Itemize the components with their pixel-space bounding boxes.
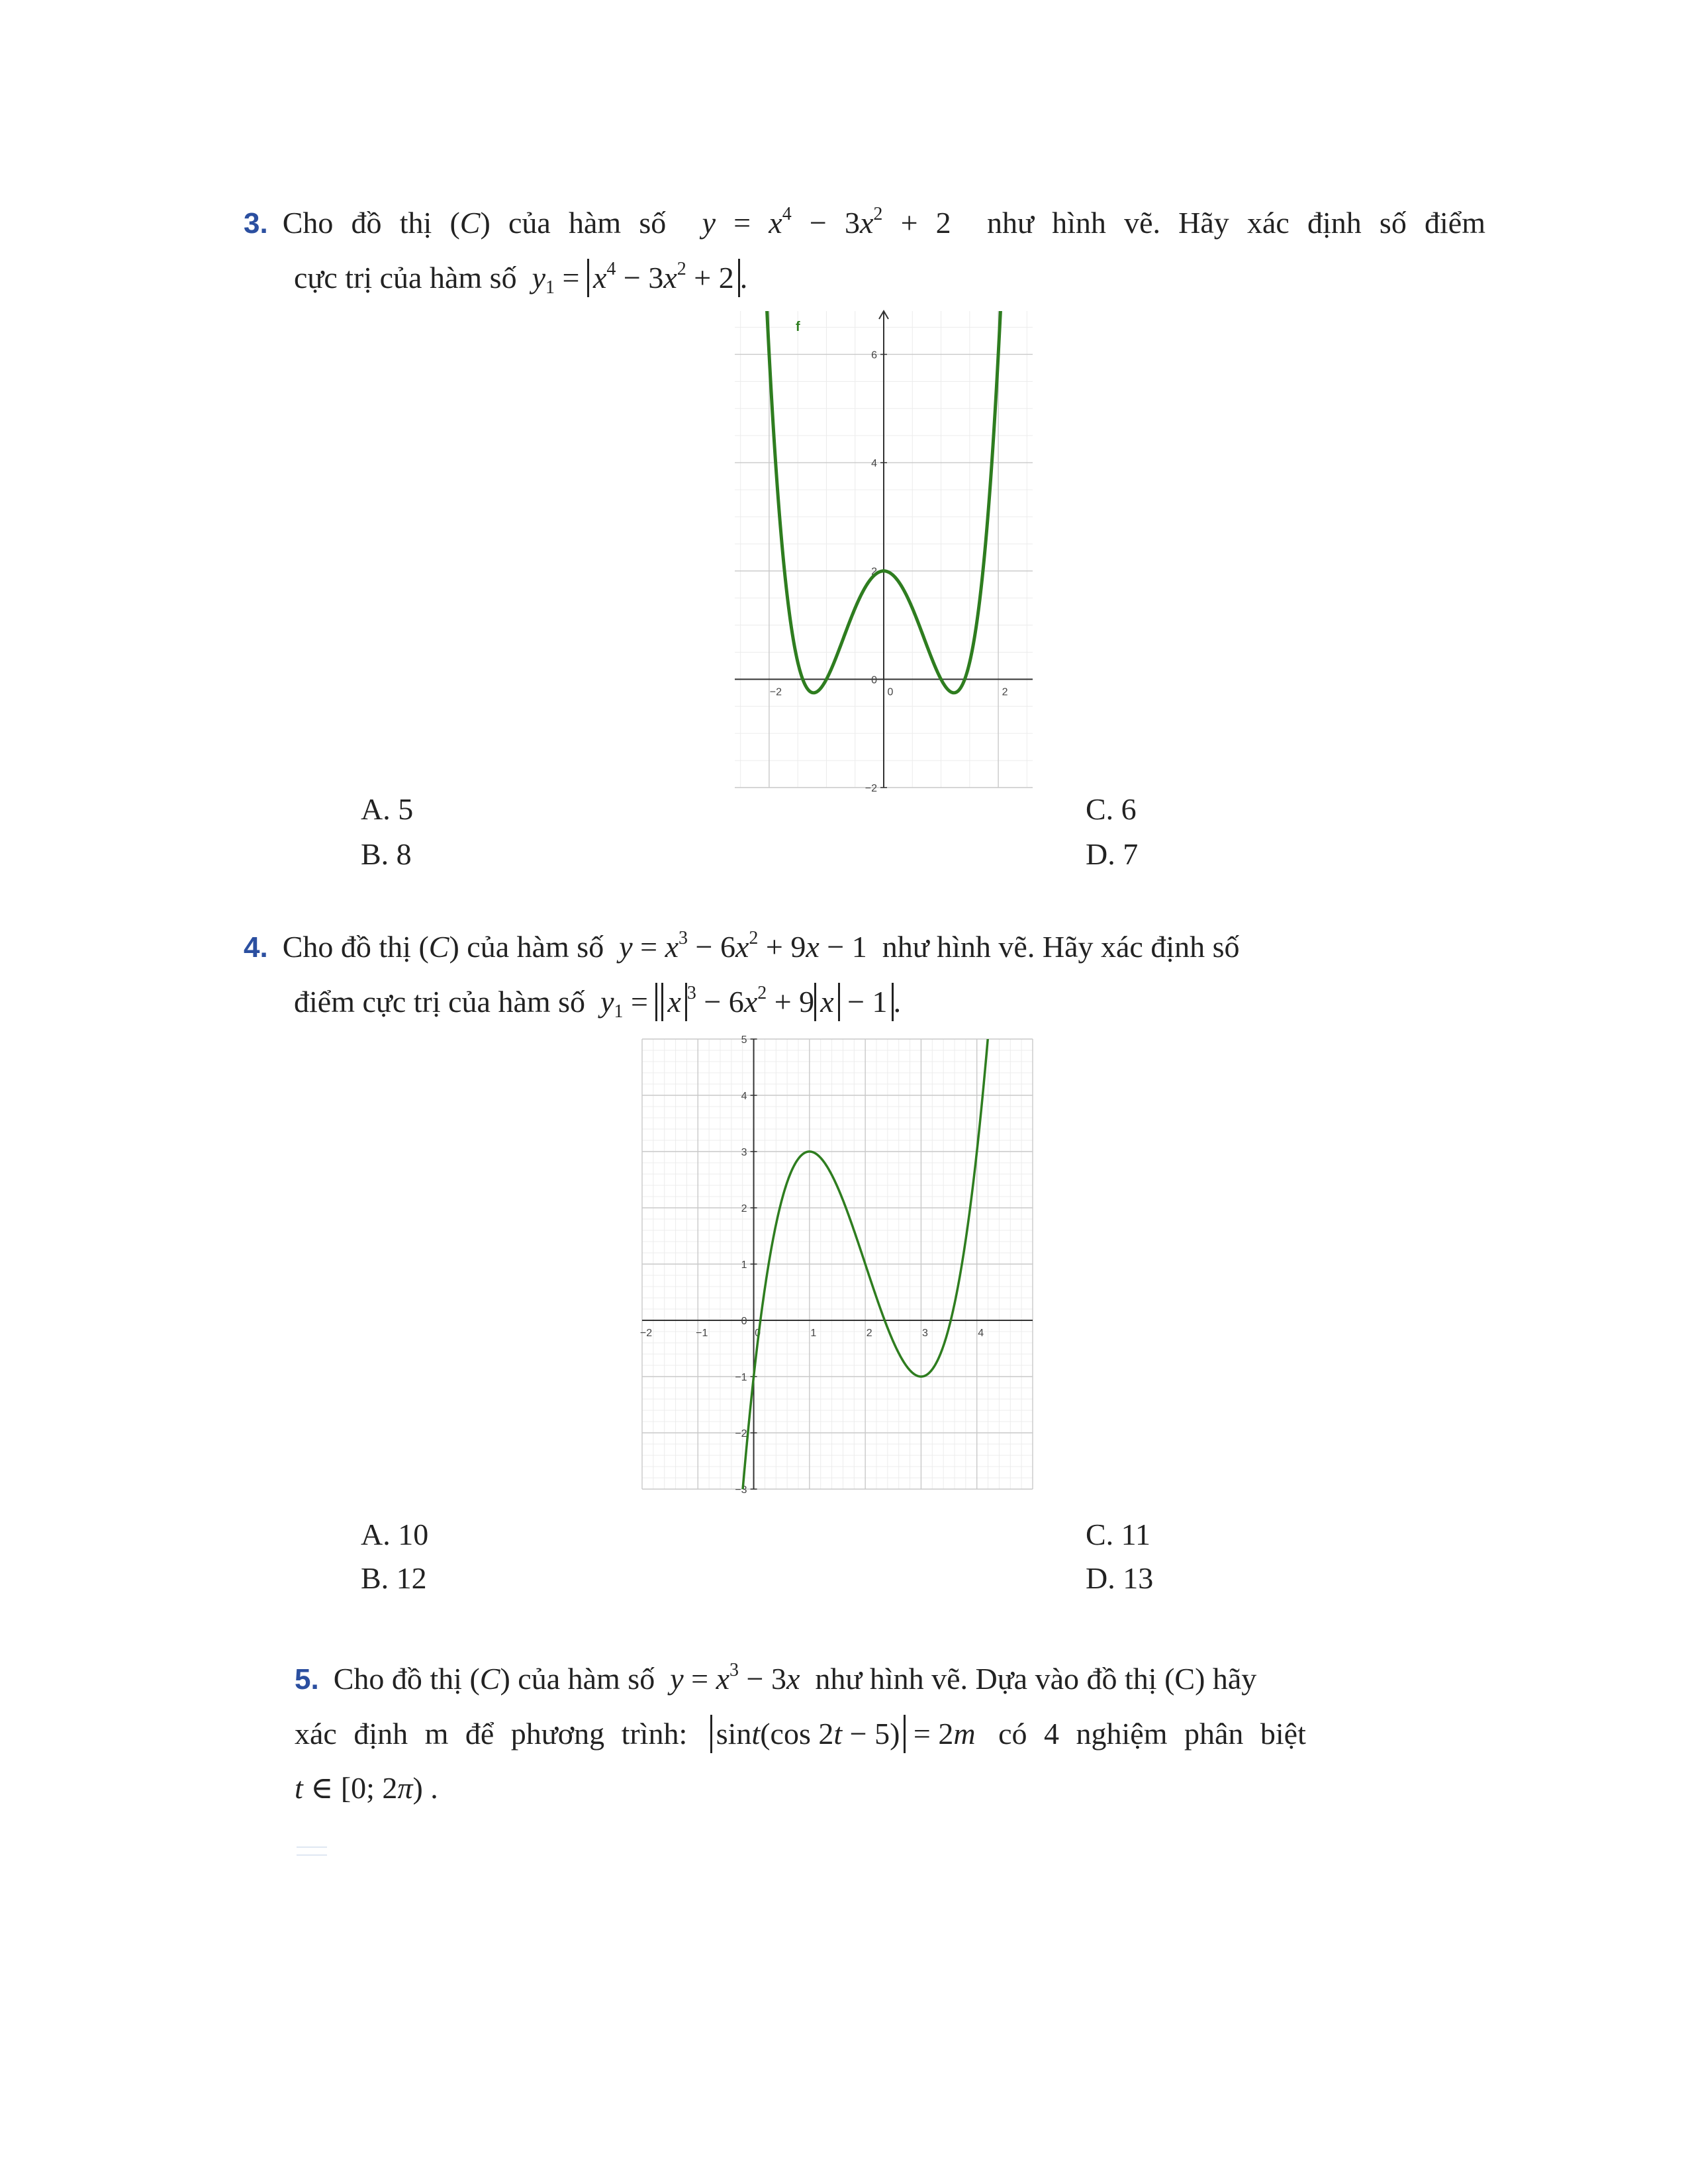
- function-formula: $y = x^4 - 3x^2 + 2$: [702, 204, 951, 240]
- option-4B[interactable]: B. 12: [361, 1561, 427, 1595]
- question-number: 3.: [244, 207, 268, 240]
- question-text: ) của hàm số: [480, 206, 667, 240]
- question-5: [295, 1652, 1486, 1815]
- function-formula-abs: $y_1 = x$ $^3 - 6x^2 + 9$ x − 1 .: [600, 983, 902, 1022]
- x-tick-label: 1: [810, 1328, 817, 1339]
- question-5-line-3: [295, 1761, 1486, 1815]
- question-5-line-2: [295, 1707, 1486, 1761]
- x-tick-label: 3: [921, 1328, 928, 1339]
- function-formula: $y = x^3 - 6x^2 + 9x - 1$: [619, 928, 867, 964]
- faint-mark: [297, 1846, 327, 1856]
- option-3A[interactable]: A. 5: [361, 792, 414, 826]
- x-tick-label: −2: [639, 1328, 653, 1339]
- math-symbol: C: [479, 1662, 500, 1696]
- interval: t ∈ [0; 2π) .: [295, 1771, 438, 1805]
- question-text: ) của hàm số: [500, 1662, 655, 1696]
- option-4A[interactable]: A. 10: [361, 1518, 429, 1551]
- question-text: có 4 nghiệm phân biệt: [998, 1717, 1306, 1751]
- x-tick-label: −1: [696, 1328, 708, 1339]
- x-tick-label: 0: [887, 686, 894, 698]
- y-tick-label: 0: [741, 1316, 747, 1327]
- function-formula: $y = x^3 - 3x$: [670, 1660, 800, 1696]
- x-tick-label: 2: [866, 1328, 872, 1339]
- question-text: như hình vẽ. Hãy xác định số điểm: [987, 206, 1485, 240]
- y-tick-label: 3: [741, 1147, 747, 1158]
- option-3D[interactable]: D. 7: [1086, 837, 1139, 871]
- question-5-line-1: [295, 1652, 1486, 1707]
- chart-1-svg: [735, 311, 1033, 794]
- question-text: Cho đồ thị (: [282, 930, 429, 964]
- option-3B[interactable]: B. 8: [361, 837, 412, 871]
- question-4: [244, 920, 1485, 1029]
- math-symbol: C: [428, 930, 449, 964]
- y-tick-label: 5: [741, 1034, 747, 1046]
- function-formula-abs: $y_1 = x^4 - 3x^2 + 2$ .: [532, 259, 748, 298]
- x-tick-label: 2: [1002, 686, 1008, 698]
- y-tick-label: −3: [735, 1484, 747, 1496]
- question-text: ) của hàm số: [449, 930, 604, 964]
- curve-label: f: [796, 320, 800, 334]
- graph-question-3: [735, 311, 1033, 794]
- question-text: Cho đồ thị (: [333, 1662, 480, 1696]
- x-tick-label: −2: [769, 686, 782, 698]
- math-symbol: C: [459, 206, 481, 240]
- y-tick-label: 2: [741, 1203, 747, 1214]
- question-4-line-1: [244, 920, 1485, 975]
- y-tick-label: −2: [735, 1428, 747, 1439]
- question-text: cực trị của hàm số: [294, 261, 517, 295]
- y-tick-label: 4: [871, 458, 877, 470]
- y-tick-label: −1: [735, 1372, 747, 1383]
- question-4-line-2: [244, 975, 1485, 1029]
- option-4C[interactable]: C. 11: [1086, 1518, 1150, 1551]
- equation: sint(cos 2t − 5) = 2m: [710, 1717, 976, 1751]
- question-number: 4.: [244, 931, 268, 964]
- question-text: như hình vẽ. Dựa vào đồ thị (C) hãy: [815, 1662, 1257, 1696]
- chart-2-svg: [639, 1034, 1033, 1496]
- x-tick-label: 0: [755, 1328, 761, 1339]
- question-text: xác định m để phương trình:: [295, 1717, 688, 1751]
- question-text: như hình vẽ. Hãy xác định số: [882, 930, 1240, 964]
- y-tick-label: 2: [871, 566, 877, 578]
- option-4D[interactable]: D. 13: [1086, 1561, 1154, 1595]
- x-tick-label: 4: [978, 1328, 984, 1339]
- question-3-line-1: [244, 196, 1485, 251]
- graph-question-4: [639, 1034, 1033, 1496]
- question-text: điểm cực trị của hàm số: [294, 985, 586, 1019]
- question-number: 5.: [295, 1663, 319, 1696]
- y-tick-label: 1: [741, 1259, 747, 1271]
- y-tick-label: 4: [741, 1091, 747, 1102]
- y-tick-label: −2: [865, 783, 877, 794]
- y-tick-label: 6: [871, 349, 877, 361]
- option-3C[interactable]: C. 6: [1086, 792, 1137, 826]
- question-3-line-2: [244, 251, 1485, 305]
- y-tick-label: 0: [871, 674, 877, 686]
- question-3: [244, 196, 1485, 305]
- question-text: Cho đồ thị (: [282, 206, 460, 240]
